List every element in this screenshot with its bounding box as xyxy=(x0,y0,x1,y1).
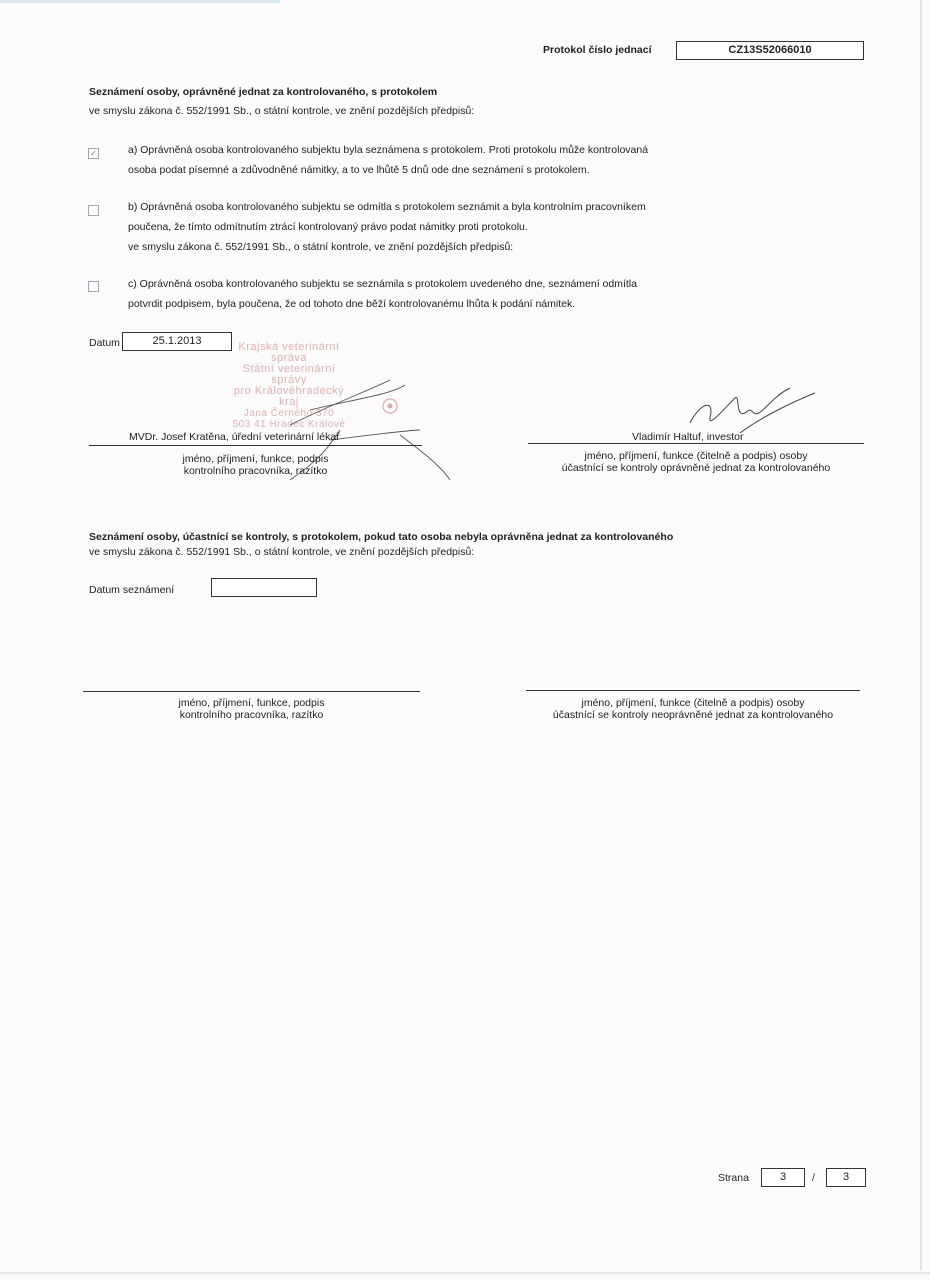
section1-subtitle: ve smyslu zákona č. 552/1991 Sb., o státní kontrole, ve znění pozdějších předpisů: xyxy=(89,105,475,117)
scan-edge-bottom xyxy=(0,1272,930,1274)
investor-name: Vladimír Haltuf, investor xyxy=(632,431,744,443)
option-c-line-2: potvrdit podpisem, byla poučena, že od tohoto dne běží kontrolovanému lhůta k podání námitek. xyxy=(128,298,576,310)
section1-title: Seznámení osoby, oprávněné jednat za kontrolovaného, s protokolem xyxy=(89,86,438,98)
option-c-line-1: c) Oprávněná osoba kontrolovaného subjektu se seznámila s protokolem uvedeného dne, seznámení odmítla xyxy=(128,278,637,290)
section2-title: Seznámení osoby, účastnící se kontroly, s protokolem, pokud tato osoba nebyla oprávněna jednat za kontrolovaného xyxy=(89,531,674,543)
investor-caption xyxy=(528,450,864,474)
protocol-number-label: Protokol číslo jednací xyxy=(543,44,652,56)
acquaintance-date-label: Datum seznámení xyxy=(89,584,175,596)
date-label: Datum xyxy=(89,337,120,349)
scan-edge-right xyxy=(920,0,922,1270)
investor-caption-line-1: jméno, příjmení, funkce (čitelně a podpis) osoby xyxy=(584,450,808,462)
participant-caption xyxy=(520,697,866,721)
option-b-checkbox[interactable] xyxy=(88,205,99,216)
section2-subtitle: ve smyslu zákona č. 552/1991 Sb., o státní kontrole, ve znění pozdějších předpisů: xyxy=(89,546,475,558)
page-current-box: 3 xyxy=(761,1168,805,1187)
inspector-name: MVDr. Josef Kratěna, úřední veterinární lékař xyxy=(129,431,340,443)
inspector-signature-line xyxy=(89,445,422,446)
option-b-line-1: b) Oprávněná osoba kontrolovaného subjektu se odmítla s protokolem seznámit a byla kontrolním pracovníkem xyxy=(128,201,646,213)
protocol-number-box: CZ13S52066010 xyxy=(676,41,864,60)
top-edge-strip xyxy=(0,0,280,3)
inspector-caption-line-1: jméno, příjmení, funkce, podpis xyxy=(182,453,329,465)
participant-caption-line-2: účastnící se kontroly neoprávněné jednat za kontrolovaného xyxy=(552,709,834,721)
option-b-line-3: ve smyslu zákona č. 552/1991 Sb., o státní kontrole, ve znění pozdějších předpisů: xyxy=(128,241,514,253)
option-c-checkbox[interactable] xyxy=(88,281,99,292)
date-box: 25.1.2013 xyxy=(122,332,232,351)
participant-signature-line xyxy=(526,690,860,691)
page-label: Strana xyxy=(718,1172,749,1184)
stamp-line-1: Krajská veterinární správa xyxy=(238,341,340,364)
investor-signature-line xyxy=(528,443,864,444)
participant-inspector-caption xyxy=(83,697,420,721)
option-a-line-1: a) Oprávněná osoba kontrolovaného subjektu byla seznámena s protokolem. Proti protokolu může kontrolovaná xyxy=(128,144,649,156)
option-a-text xyxy=(128,140,648,180)
option-b-text xyxy=(128,197,646,257)
inspector-caption xyxy=(89,453,422,477)
participant-inspector-signature-line xyxy=(83,691,420,692)
investor-caption-line-2: účastnící se kontroly oprávněné jednat za kontrolovaného xyxy=(561,462,831,474)
participant-caption-line-1: jméno, příjmení, funkce (čitelně a podpis) osoby xyxy=(581,697,805,709)
inspector-caption-line-2: kontrolního pracovníka, razítko xyxy=(183,465,328,477)
stamp-line-3: pro Královéhradecký kraj xyxy=(233,385,345,408)
option-a-line-2: osoba podat písemné a zdůvodněné námitky, a to ve lhůtě 5 dnů ode dne seznámení s protokolem. xyxy=(128,164,590,176)
option-a-checkbox[interactable]: ✓ xyxy=(88,148,99,159)
page-total-box: 3 xyxy=(826,1168,866,1187)
stamp-line-5: 503 41 Hradec Králové xyxy=(232,419,346,430)
stamp-line-4: Jana Černého 370 xyxy=(243,408,335,419)
page-separator: / xyxy=(812,1172,815,1184)
stamp-line-2: Státní veterinární správy xyxy=(242,363,336,386)
option-b-line-2: poučena, že tímto odmítnutím ztrácí kontrolovaný právo podat námitky proti protokolu. xyxy=(128,221,528,233)
participant-inspector-caption-line-2: kontrolního pracovníka, razítko xyxy=(179,709,324,721)
option-c-text xyxy=(128,274,637,314)
investor-signature-scribble xyxy=(680,378,820,438)
acquaintance-date-box[interactable] xyxy=(211,578,317,597)
participant-inspector-caption-line-1: jméno, příjmení, funkce, podpis xyxy=(178,697,325,709)
